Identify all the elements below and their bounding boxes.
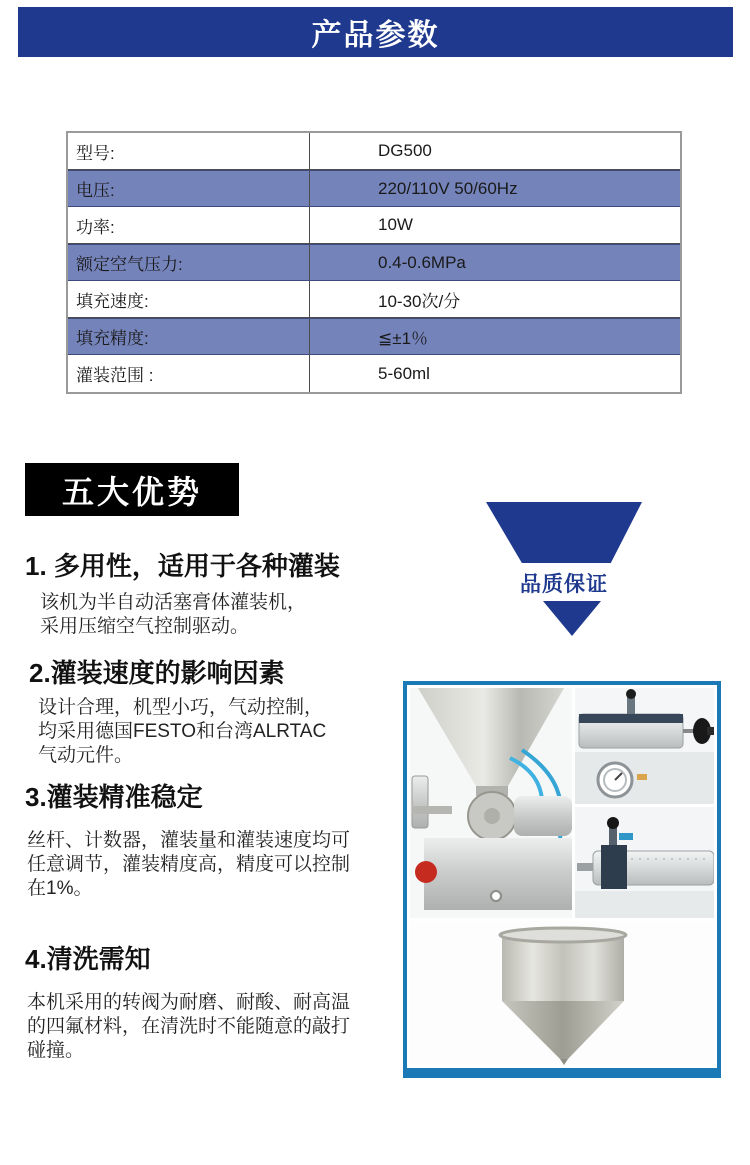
photo-pneumatic-cylinder-closeup	[575, 807, 714, 918]
spec-value: 10W	[378, 215, 413, 234]
quality-badge-triangle-tip	[543, 601, 601, 636]
body-line: 采用压缩空气控制驱动。	[40, 616, 250, 637]
photo-piston-cylinder-with-black-knob-and-gauge	[575, 688, 714, 804]
body-line: 均采用德国FESTO和台湾ALRTAC	[38, 721, 327, 742]
section-header-banner	[18, 7, 733, 57]
spec-label: 功率:	[68, 207, 310, 243]
section-heading-versatility: 1. 多用性，适用于各种灌装	[25, 551, 340, 581]
advantages-banner-title: 五大优势	[61, 473, 202, 510]
spec-value: 220/110V 50/60Hz	[378, 178, 518, 198]
body-line: 碰撞。	[27, 1040, 85, 1061]
body-line: 该机为半自动活塞膏体灌装机，	[40, 592, 307, 613]
photo-filling-machine-with-cone-hopper	[410, 688, 572, 918]
section-body-cleaning	[27, 991, 350, 1063]
section-heading-cleaning: 4.清洗需知	[25, 944, 151, 974]
body-line: 本机采用的转阀为耐磨、耐酸、耐高温	[27, 992, 351, 1013]
spec-label: 填充精度:	[68, 319, 310, 354]
table-row	[68, 281, 680, 318]
spec-value: DG500	[378, 141, 432, 160]
body-line: 的四氟材料，在清洗时不能随意的敲打	[27, 1016, 351, 1037]
stainless-hopper-illustration	[410, 921, 714, 1065]
body-line: 设计合理，机型小巧，气动控制，	[38, 697, 324, 718]
body-line: 在1%。	[27, 878, 93, 899]
spec-label: 型号:	[68, 133, 310, 169]
advantages-banner	[25, 463, 239, 516]
body-line: 丝杆、计数器，灌装量和灌装速度均可	[27, 830, 351, 851]
table-row	[68, 170, 680, 207]
spec-label: 填充速度:	[68, 281, 310, 317]
quality-badge-triangle-top	[486, 502, 642, 563]
table-row	[68, 244, 680, 281]
section-heading-speed-factors: 2.灌装速度的影响因素	[29, 658, 285, 688]
spec-table	[66, 131, 682, 394]
section-heading-precision: 3.灌装精准稳定	[25, 782, 203, 812]
table-row	[68, 318, 680, 355]
table-row	[68, 207, 680, 244]
page-title: 产品参数	[311, 19, 440, 52]
spec-value: 5-60ml	[378, 363, 430, 383]
section-body-speed-factors	[38, 696, 326, 768]
cylinder-knob-gauge-illustration	[575, 688, 714, 804]
pneumatic-cylinder-illustration	[575, 807, 714, 918]
section-body-versatility	[40, 591, 306, 639]
product-photo-panel	[403, 681, 721, 1078]
body-line: 任意调节，灌装精度高，精度可以控制	[27, 854, 351, 875]
spec-label: 灌装范围 :	[68, 355, 310, 392]
body-line: 气动元件。	[38, 745, 134, 766]
section-body-precision	[27, 829, 350, 901]
spec-value: 0.4-0.6MPa	[378, 252, 466, 272]
spec-label: 额定空气压力:	[68, 245, 310, 280]
spec-value: 10-30次/分	[378, 291, 461, 311]
spec-label: 电压:	[68, 171, 310, 206]
quality-badge-label: 品质保证	[520, 573, 608, 596]
photo-stainless-steel-hopper	[410, 921, 714, 1065]
table-row	[68, 133, 680, 170]
table-row	[68, 355, 680, 392]
filling-machine-illustration	[410, 688, 572, 918]
spec-value: ≦±1％	[378, 329, 429, 348]
